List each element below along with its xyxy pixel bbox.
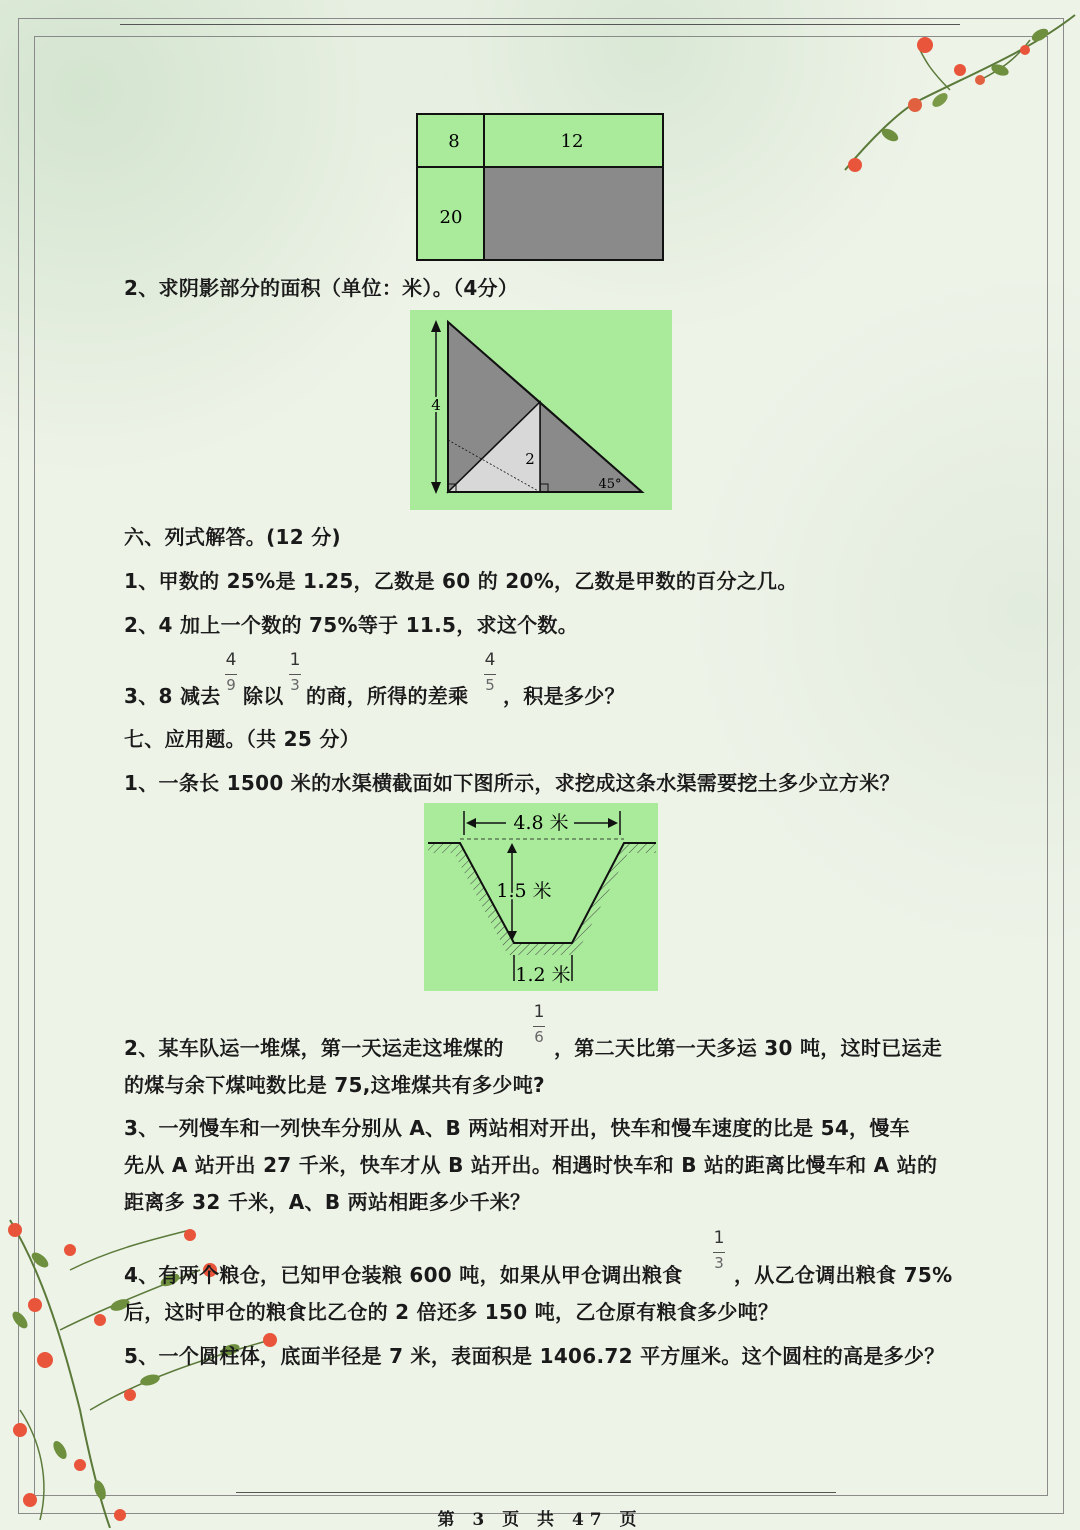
figure-canal-cross-section bbox=[424, 803, 658, 991]
s7q2-part2: ，第二天比第一天多运 30 吨，这时已运走 bbox=[554, 1036, 943, 1060]
section-6-question-1: 1、甲数的 25%是 1.25，乙数是 60 的 20%，乙数是甲数的百分之几。 bbox=[124, 569, 798, 593]
s7q2-line2: 的煤与余下煤吨数比是 75,这堆煤共有多少吨? bbox=[124, 1073, 545, 1097]
figure1-label-bottom-left: 20 bbox=[439, 207, 463, 228]
s6q3-part3: 的商，所得的差乘 bbox=[306, 684, 469, 708]
figure3-depth-label: 1.5 米 bbox=[496, 880, 552, 902]
s7q4-line2: 后，这时甲仓的粮食比乙仓的 2 倍还多 150 吨，乙仓原有粮食多少吨？ bbox=[124, 1300, 779, 1324]
figure2-height-label: 4 bbox=[431, 396, 441, 414]
figure2-inner-label: 2 bbox=[525, 450, 535, 468]
s6q3-part2: 除以 bbox=[243, 684, 284, 708]
figure-rectangle-grid bbox=[416, 113, 664, 261]
floral-decoration-top-right bbox=[830, 10, 1080, 180]
s7q3-line1: 3、一列慢车和一列快车分别从 A、B 两站相对开出，快车和慢车速度的比是 54，慢车 bbox=[124, 1116, 910, 1140]
floral-decoration-bottom-left bbox=[0, 1210, 360, 1528]
s7q4-part2: ，从乙仓调出粮食 75% bbox=[734, 1263, 953, 1287]
figure-triangle bbox=[410, 310, 672, 510]
figure1-shaded-region bbox=[484, 167, 662, 259]
figure3-top-width-label: 4.8 米 bbox=[513, 812, 569, 834]
s6q3-part4: ，积是多少？ bbox=[503, 684, 625, 708]
s7q3-line3: 距离多 32 千米，A、B 两站相距多少千米？ bbox=[124, 1190, 531, 1214]
section-6-question-2: 2、4 加上一个数的 75%等于 11.5，求这个数。 bbox=[124, 613, 579, 637]
figure2-angle-label: 45° bbox=[598, 477, 622, 492]
question-5-2: 2、求阴影部分的面积（单位：米）。（4分） bbox=[124, 276, 519, 300]
section-7-question-5: 5、一个圆柱体，底面半径是 7 米，表面积是 1406.72 平方厘米。这个圆柱的高是多少？ bbox=[124, 1344, 945, 1368]
page-footer: 第 3 页 共 47 页 bbox=[437, 1510, 643, 1530]
figure1-label-top-right: 12 bbox=[560, 131, 584, 152]
s6q3-part1: 3、8 减去 bbox=[124, 684, 221, 708]
figure3-bottom-width-label: 1.2 米 bbox=[515, 964, 571, 986]
section-7-question-1: 1、一条长 1500 米的水渠横截面如下图所示，求挖成这条水渠需要挖土多少立方米？ bbox=[124, 771, 900, 795]
s7q2-part1: 2、某车队运一堆煤，第一天运走这堆煤的 bbox=[124, 1036, 504, 1060]
figure1-label-top-left: 8 bbox=[448, 131, 460, 152]
section-7-title: 七、应用题。（共 25 分） bbox=[124, 727, 360, 751]
section-6-title: 六、列式解答。(12 分) bbox=[124, 525, 341, 549]
s7q3-line2: 先从 A 站开出 27 千米，快车才从 B 站开出。相遇时快车和 B 站的距离比慢车和 A 站的 bbox=[124, 1153, 938, 1177]
s7q4-part1: 4、有两个粮仓，已知甲仓装粮 600 吨，如果从甲仓调出粮食 bbox=[124, 1263, 683, 1287]
